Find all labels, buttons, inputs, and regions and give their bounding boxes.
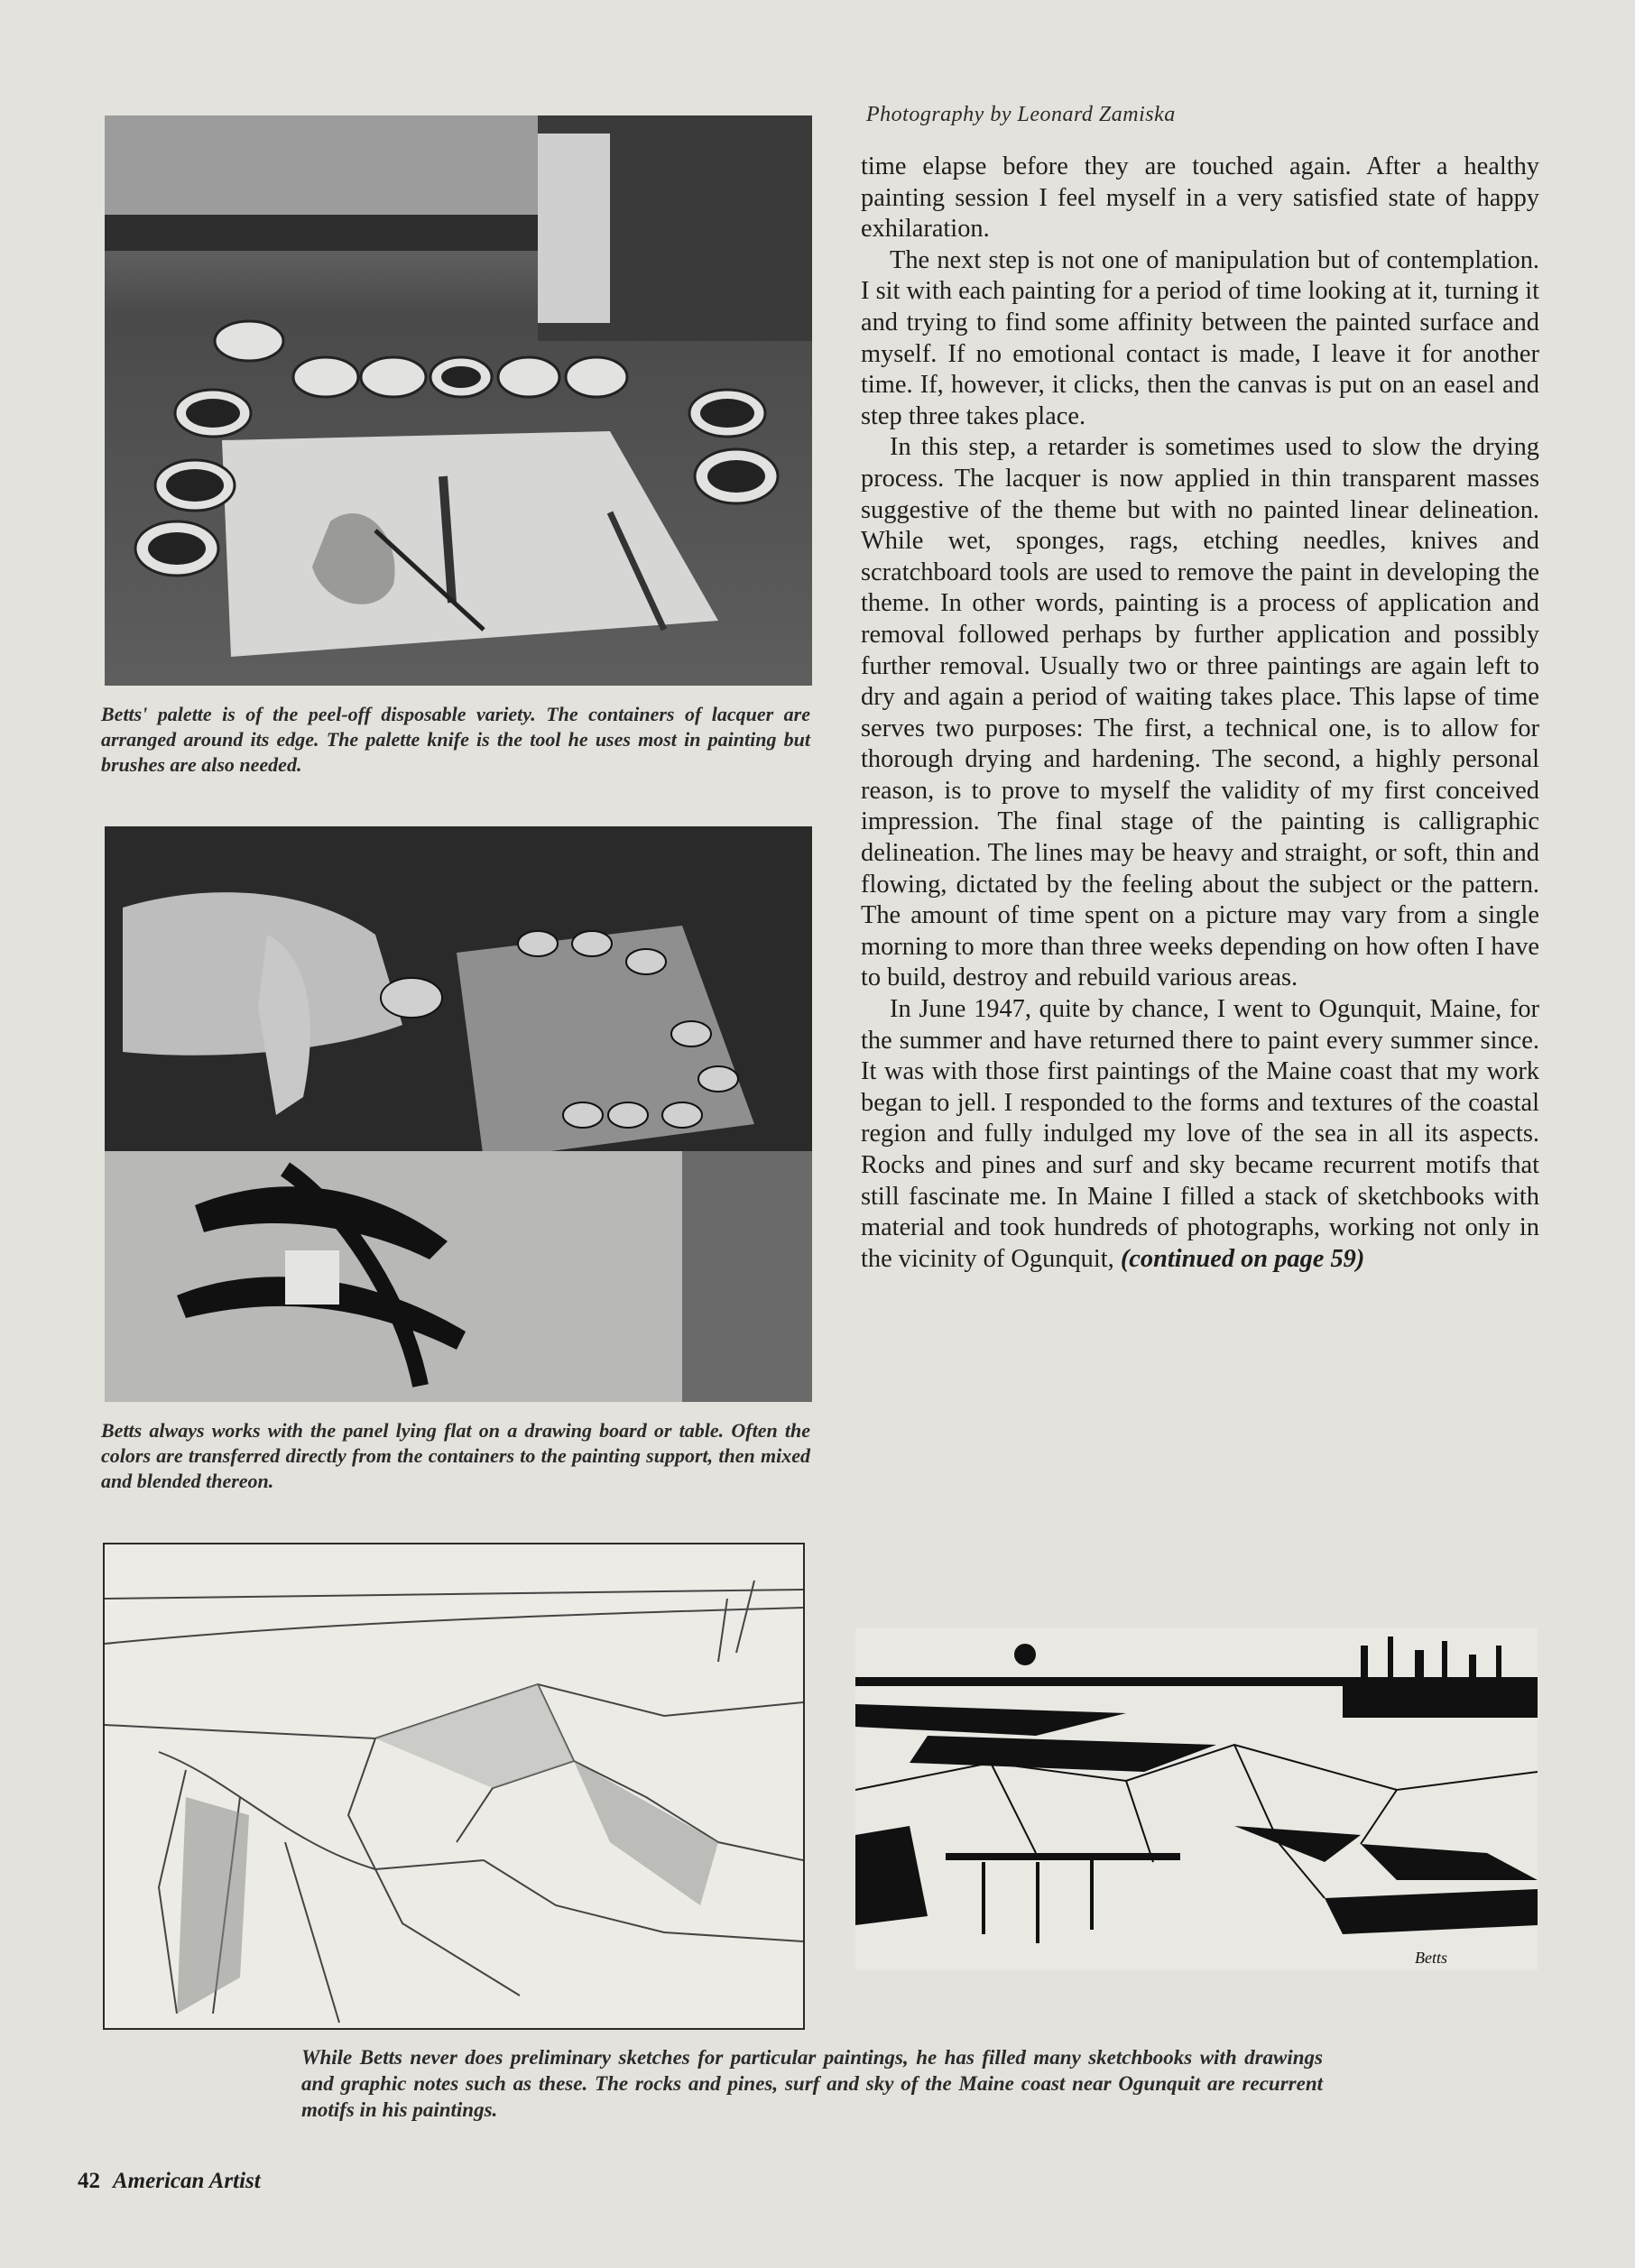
panel-caption: Betts always works with the panel lying flat on a drawing board or table. Often the colors are transferred directly from the containers to the painting support, then mixed and blended thereon. <box>101 1419 810 1492</box>
sketches-caption: While Betts never does preliminary sketches for particular paintings, he has filled many sketchbooks with drawings and graphic notes such as these. The rocks and pines, surf and sky of the Maine coast near Ogunquit are recurrent motifs in his paintings. <box>301 2046 1323 2121</box>
coastal-pencil-sketch <box>103 1543 805 2030</box>
coastal-ink-sketch <box>855 1627 1538 1970</box>
paragraph <box>861 994 1539 1275</box>
sketch-signature: Betts <box>1415 1949 1447 1967</box>
palette-caption: Betts' palette is of the peel-off disposable variety. The containers of lacquer are arranged around its edge. The palette knife is the tool he uses most in painting but brushes are also needed. <box>101 703 810 776</box>
article-body <box>861 152 1539 1275</box>
page-number: 42 <box>78 2169 100 2193</box>
page-footer <box>78 2169 261 2194</box>
panel-photo <box>105 826 812 1402</box>
palette-photo <box>105 115 812 686</box>
continued-note: (continued on page 59) <box>1120 1244 1365 1273</box>
paragraph-text: In June 1947, quite by chance, I went to Ogunquit, Maine, for the summer and have returned there to paint every summer since. It was with those first paintings of the Maine coast that my work began to jell. I responded to the forms and textures of the coastal region and fully indulged my love of the sea in all its aspects. Rocks and pines and surf and sky became recurrent motifs that still fascinate me. In Maine I filled a stack of sketchbooks with material and took hundreds of photographs, working not only in the vicinity of Ogunquit, <box>861 995 1539 1273</box>
paragraph: In this step, a retarder is sometimes used to slow the drying process. The lacquer is now applied in thin transparent masses suggestive of the theme but with no painted linear delineation. While wet, sponges, rags, etching needles, knives and scratchboard tools are used to remove the paint in developing the theme. In other words, painting is a process of application and removal followed perhaps by further application and possibly further removal. Usually two or three paintings are again left to dry and again a period of waiting takes place. This lapse of time serves two purposes: The first, a technical one, is to allow for thorough drying and hardening. The second, a highly personal reason, is to prove to myself the validity of my first conceived impression. The final stage of the painting is calligraphic delineation. The lines may be heavy and straight, or soft, thin and flowing, dictated by the feeling about the subject or the pattern. The amount of time spent on a picture may vary from a single morning to more than three weeks depending on how often I have to build, destroy and rebuild various areas. <box>861 433 1539 992</box>
photo-credit: Photography by Leonard Zamiska <box>866 103 1176 126</box>
paragraph: The next step is not one of manipulation but of contemplation. I sit with each painting for a period of time looking at it, turning it and trying to find some affinity between the painted surface and myself. If no emotional contact is made, I leave it for another time. If, however, it clicks, then the canvas is put on an easel and step three takes place. <box>861 245 1539 430</box>
paragraph: time elapse before they are touched again. After a healthy painting session I feel myself in a very satisfied state of happy exhilaration. <box>861 152 1539 244</box>
magazine-title: American Artist <box>113 2169 261 2193</box>
